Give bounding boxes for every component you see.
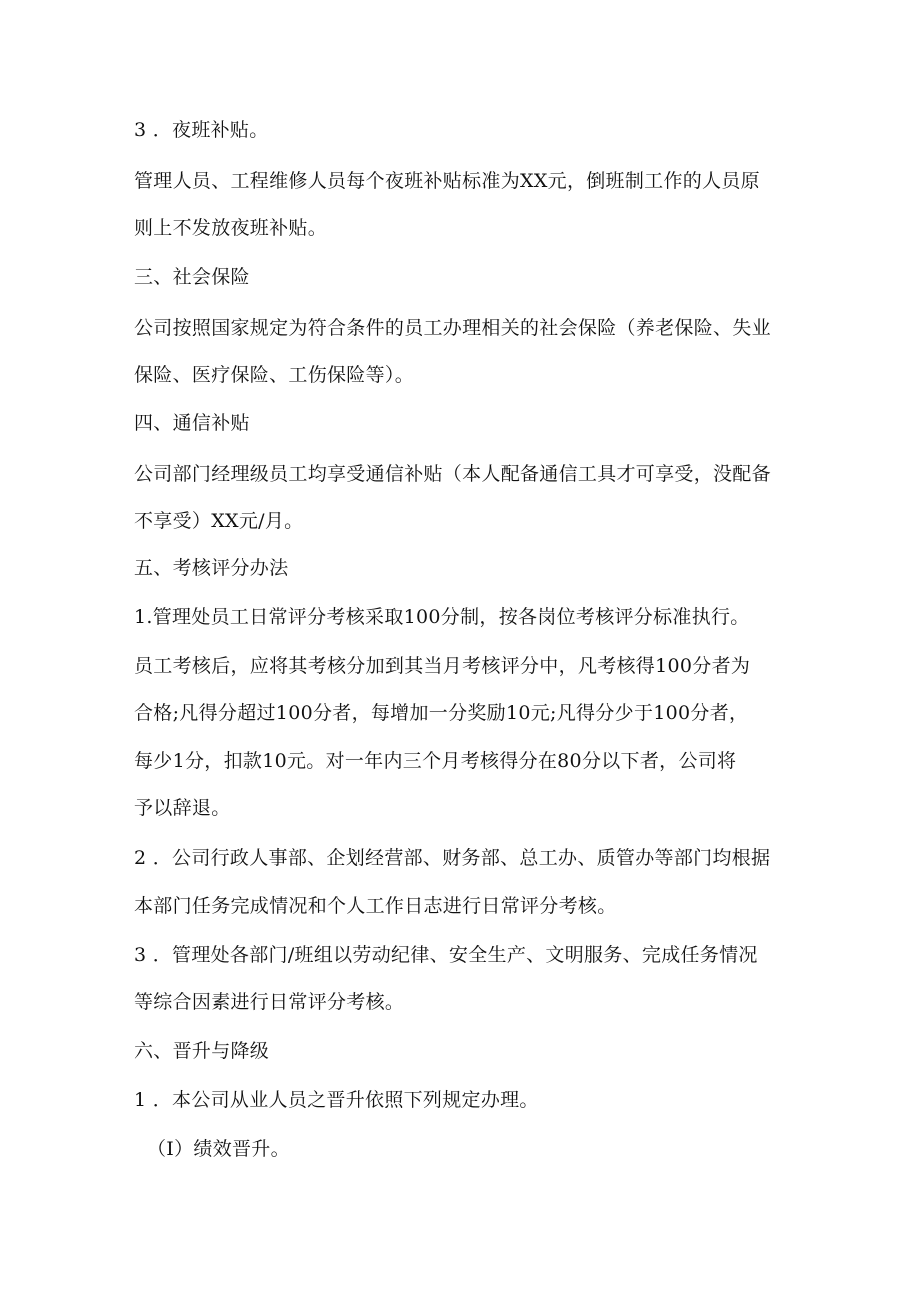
paragraph-line: 公司按照国家规定为符合条件的员工办理相关的社会保险（养老保险、失业 <box>134 317 771 339</box>
heading-assessment-method: 五、考核评分办法 <box>134 557 289 579</box>
paragraph-line: 1.管理处员工日常评分考核采取100分制，按各岗位考核评分标准执行。 <box>134 606 750 628</box>
paragraph-line: 每少1分，扣款10元。对一年内三个月考核得分在80分以下者，公司将 <box>134 750 737 772</box>
paragraph-line: 保险、医疗保险、工伤保险等）。 <box>134 364 415 386</box>
heading-promotion-demotion: 六、晋升与降级 <box>134 1040 270 1062</box>
paragraph-line: 等综合因素进行日常评分考核。 <box>134 991 405 1013</box>
paragraph-line: 合格;凡得分超过100分者，每增加一分奖励10元;凡得分少于100分者， <box>134 702 749 724</box>
paragraph-line: 2 ．公司行政人事部、企划经营部、财务部、总工办、质管办等部门均根据 <box>134 847 771 869</box>
heading-night-shift-allowance: 3 ．夜班补贴。 <box>134 119 269 141</box>
paragraph-line: 管理人员、工程维修人员每个夜班补贴标准为XX元，倒班制工作的人员原 <box>134 170 760 192</box>
paragraph-line: 不享受）XX元/月。 <box>134 510 304 532</box>
paragraph-line: 员工考核后，应将其考核分加到其当月考核评分中，凡考核得100分者为 <box>134 655 751 677</box>
heading-social-insurance: 三、社会保险 <box>134 266 250 288</box>
paragraph-line: 予以辞退。 <box>134 797 231 819</box>
paragraph-line: 公司部门经理级员工均享受通信补贴（本人配备通信工具才可享受，没配备 <box>134 463 771 485</box>
heading-communication-allowance: 四、通信补贴 <box>134 412 250 434</box>
paragraph-line: 则上不发放夜班补贴。 <box>134 217 328 239</box>
paragraph-line: 本部门任务完成情况和个人工作日志进行日常评分考核。 <box>134 895 617 917</box>
paragraph-line: 1 ．本公司从业人员之晋升依照下列规定办理。 <box>134 1089 539 1111</box>
sub-item-performance-promotion: （I）绩效晋升。 <box>147 1138 290 1160</box>
paragraph-line: 3 ．管理处各部门/班组以劳动纪律、安全生产、文明服务、完成任务情况 <box>134 944 758 966</box>
